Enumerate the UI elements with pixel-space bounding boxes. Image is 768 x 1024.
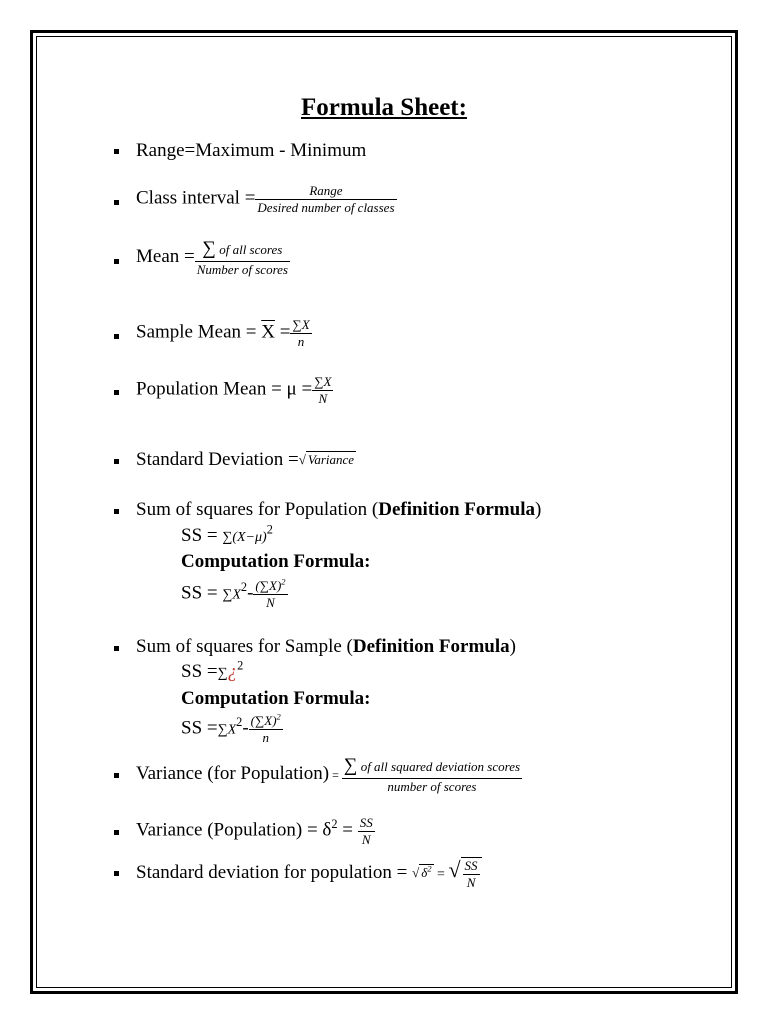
- bullet: [114, 200, 119, 205]
- sample-mean-formula: Sample Mean = $\overline{X}$ = $\frac{\sum X}{n}$: [136, 317, 310, 349]
- mean-fraction: $\frac{\text{∑ of all scores}}{\text{Number of scores}}$: [196, 238, 288, 277]
- bullet: [114, 459, 119, 464]
- population-mean-fraction: $\frac{\sum X}{N}$: [314, 374, 332, 406]
- page-title: Formula Sheet:: [301, 94, 467, 121]
- ss-population-computation-title: Computation Formula:: [181, 551, 371, 572]
- ss-population-fraction: $\frac{(\sum X)^2}{N}$: [255, 576, 286, 610]
- x-bar: $\overline{X}$: [261, 321, 275, 343]
- bullet: [114, 646, 119, 651]
- ss-population-heading: Sum of squares for Population (Definition Formula): [136, 499, 542, 520]
- class-interval-fraction: $\frac{\text{Range}}{\text{Desired number of classes}}$: [257, 183, 395, 215]
- bullet: [114, 390, 119, 395]
- sqrt-variance: √ Variance: [298, 452, 355, 468]
- variance-population-fraction: $\frac{\text{∑ of all squared deviation scores}}{\text{number of scores}}$: [343, 755, 521, 794]
- bullet: [114, 149, 119, 154]
- ss-sample-computation: SS $=\sum X^2-$ $\frac{(\sum X)^2}{n}$: [181, 711, 281, 745]
- ss-over-n-fraction: $\frac{SS}{N}$: [359, 815, 373, 847]
- bullet: [114, 334, 119, 339]
- ss-sample-computation-title: Computation Formula:: [181, 688, 371, 709]
- sd-population-formula: Standard deviation for population = √ $\delta^2$ = √ $\frac{SS}{N}$: [136, 857, 482, 891]
- bullet: [114, 773, 119, 778]
- bullet: [114, 259, 119, 264]
- ss-population-definition: SS = $\sum(X-\mu)^2$: [181, 522, 273, 546]
- mean-formula: Mean = $\frac{\text{∑ of all scores}}{\text{Number of scores}}$: [136, 238, 288, 277]
- variance-population-symbol-formula: Variance (Population) = $\delta^2$ = $\frac{SS}{N}$: [136, 815, 373, 847]
- bullet: [114, 830, 119, 835]
- bullet: [114, 509, 119, 514]
- population-mean-formula: Population Mean = μ = $\frac{\sum X}{N}$: [136, 374, 332, 406]
- ss-sample-fraction: $\frac{(\sum X)^2}{n}$: [250, 711, 281, 745]
- sample-mean-fraction: $\frac{\sum X}{n}$: [292, 317, 310, 349]
- ss-population-computation: SS = $\sum X^2-$ $\frac{(\sum X)^2}{N}$: [181, 576, 286, 610]
- variance-population-formula: Variance (for Population) = $\frac{\text{∑ of all squared deviation scores}}{\text{number of scores}}$: [136, 755, 521, 794]
- std-dev-formula: Standard Deviation =√ Variance: [136, 449, 355, 470]
- sqrt-ss-over-n: √ $\frac{SS}{N}$: [448, 857, 481, 891]
- range-formula: Range=Maximum - Minimum: [136, 140, 367, 161]
- ss-sample-heading: Sum of squares for Sample (Definition Formula): [136, 636, 516, 657]
- ss-sample-definition: SS =∑¿$^2$: [181, 658, 244, 682]
- class-interval-formula: Class interval = $\frac{\text{Range}}{\text{Desired number of classes}}$: [136, 183, 395, 215]
- sqrt-delta-squared: √ $\delta^2$: [412, 864, 432, 881]
- bullet: [114, 871, 119, 876]
